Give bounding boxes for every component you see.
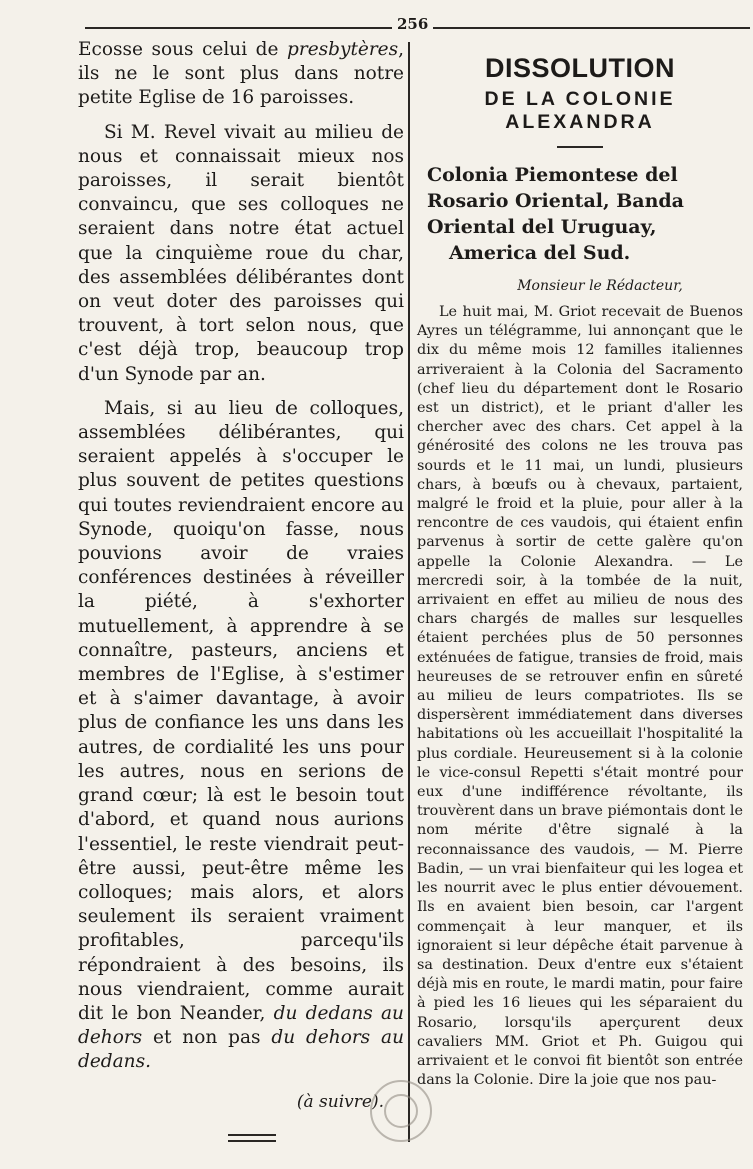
heading-line-1: Colonia Piemontese del Rosario Oriental, Banda Oriental del Uruguay,	[427, 164, 684, 238]
library-stamp-icon	[370, 1080, 432, 1142]
emphasis-presbyteres: presbytères	[287, 39, 399, 60]
article-title: DISSOLUTION	[484, 53, 675, 83]
salutation: Monsieur le Rédacteur,	[517, 278, 683, 294]
left-column	[78, 38, 404, 1142]
to-be-continued: (à suivre).	[296, 1091, 384, 1112]
article-subtitle: DE LA COLONIE ALEXANDRA	[484, 88, 676, 133]
title-rule	[557, 146, 603, 148]
mid-text: et non pas	[142, 1027, 272, 1049]
left-paragraph-1: Ecosse sous celui de presbytères, ils ne le sont plus dans notre petite Eglise de 16 paroisses.	[78, 39, 404, 109]
emphasis-dedans-dehors: du dedans au dehors	[78, 1002, 404, 1049]
right-column	[417, 52, 743, 1090]
left-paragraph-3-text: Mais, si au lieu de colloques, assemblées délibérantes, qui seraient appelés à s'occuper le plus souvent de petites questions qui toutes reviendraient encore au Synode, quoiqu'on fasse, nous pouvions avoir de vraies conférences destinées à réveiller la piété, à s'exhorter mutuellement, à apprendre à se connaître, pasteurs, anciens et membres de l'Eglise, à s'estimer et à s'aimer davantage, à avoir plus de confiance les uns dans les autres, de cordialité les uns pour les autres, nous en serions de grand cœur; là est le besoin tout d'abord, et quand nous aurions l'essentiel, le reste viendrait peut-être aussi, peut-être même les colloques; mais alors, et alors seulement ils seraient vraiment profitables, parcequ'ils répondraient à des besoins, ils nous viendraient, comme aurait dit le bon Neander,	[78, 397, 404, 1024]
article-body: Le huit mai, M. Griot recevait de Buenos Ayres un télégramme, lui annonçant que le dix du même mois 12 familles italiennes arriveraient à la Colonia del Sacramento (chef lieu du département dont le Rosario est un district), et le priant d'aller les chercher avec des chars. Cet appel à la générosité des colons ne les trouva pas sourds et le 11 mai, un lundi, plusieurs chars, à bœufs ou à chevaux, partaient, malgré le froid et la pluie, pour aller à la rencontre de ces vaudois, qui étaient enfin parvenus à sortir de cette galère qu'on appelle la Colonie Alexandra. — Le mercredi soir, à la tombée de la nuit, arrivaient en effet au milieu de nous des chars chargés de malles sur lesquelles étaient perchées plus de 50 personnes exténuées de fatigue, transies de froid, mais heureuses de se retrouver enfin en sûreté au milieu de leurs compatriotes. Ils se dispersèrent immédiatement dans diverses habitations où les accueillait l'hospitalité la plus cordiale. Heureusement si à la colonie le vice-consul Repetti s'était montré pour eux d'une indifférence révoltante, ils trouvèrent dans un brave piémontais dont le nom mérite d'être signalé à la reconnaissance des vaudois, — M. Pierre Badin, — un vrai bienfaiteur qui les logea et les nourrit avec le plus entier dévouement. Ils en avaient bien besoin, car l'argent commençait à leur manquer, et ils ignoraient si leur dépêche était parvenue à sa destination. Deux d'entre eux s'étaient déjà mis en route, le mardi matin, pour faire à pied les 16 lieues qui les séparaient du Rosario, lorsqu'ils aperçurent deux cavaliers MM. Griot et Ph. Guigou qui arrivaient et le convoi fit bientôt son entrée dans la Colonie. Dire la joie que nos pau-	[417, 304, 743, 1089]
end-rule	[228, 1134, 276, 1142]
left-paragraph-2: Si M. Revel vivait au milieu de nous et connaissait mieux nos paroisses, il serait bientôt convaincu, que ses colloques ne seraient dans notre état actuel que la cinquième roue du char, des assemblées délibérantes dont on veut doter des paroisses qui trouvent, à tort selon nous, que c'est déjà trop, beaucoup trop d'un Synode par an.	[78, 121, 404, 385]
column-divider	[408, 42, 410, 1142]
heading-line-2: America del Sud.	[449, 242, 631, 264]
page-number: 256	[392, 15, 433, 33]
left-paragraph-3	[78, 397, 404, 1075]
article-heading	[417, 162, 743, 266]
emphasis-dehors-dedans: du dehors au dedans.	[78, 1027, 404, 1073]
